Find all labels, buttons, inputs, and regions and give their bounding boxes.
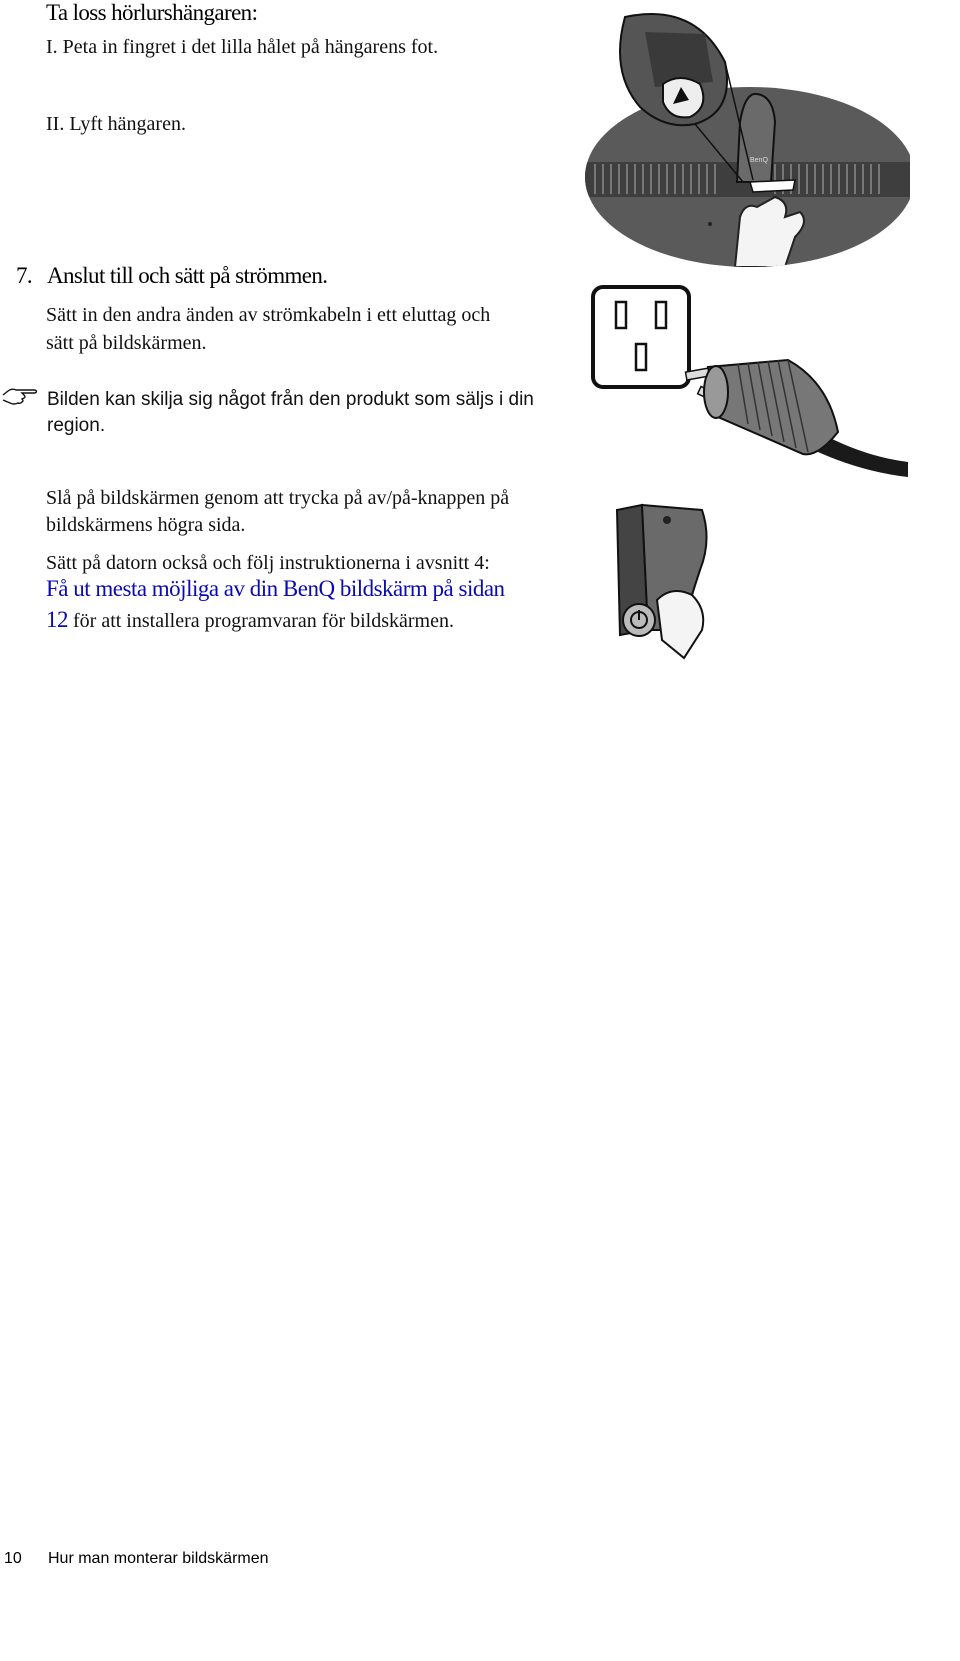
power-para-3-line-1: Sätt på datorn också och följ instruktionerna i avsnitt 4: <box>46 552 490 574</box>
benq-guide-link-line-1[interactable]: Få ut mesta möjliga av din BenQ bildskärm på sidan <box>46 576 505 601</box>
power-para-1-line-2: sätt på bildskärmen. <box>46 332 207 354</box>
pointing-hand-icon <box>2 385 38 407</box>
outlet-plug-illustration <box>588 282 908 482</box>
power-button-illustration <box>612 500 722 660</box>
benq-logo: BenQ <box>750 157 768 164</box>
power-para-2-line-1: Slå på bildskärmen genom att trycka på av/på-knappen på <box>46 487 510 509</box>
benq-guide-link-line-2[interactable]: 12 <box>46 607 68 632</box>
hanger-illustration <box>585 12 910 267</box>
step-number: 7. <box>16 263 33 288</box>
footer-page-number: 10 <box>4 1550 22 1567</box>
power-para-3-tail: för att installera programvaran för bildskärmen. <box>68 610 454 632</box>
footer-chapter: Hur man monterar bildskärmen <box>48 1550 269 1567</box>
hanger-step-1: I. Peta in fingret i det lilla hålet på hängarens fot. <box>46 36 439 58</box>
power-title: Anslut till och sätt på strömmen. <box>47 263 328 288</box>
power-para-1-line-1: Sätt in den andra änden av strömkabeln i ett eluttag och <box>46 304 491 326</box>
power-para-3-line-3 <box>46 606 454 635</box>
hanger-step-2: II. Lyft hängaren. <box>46 113 186 135</box>
power-para-2-line-2: bildskärmens högra sida. <box>46 514 246 536</box>
note-line-2: region. <box>47 415 106 436</box>
note-line-1: Bilden kan skilja sig något från den produkt som säljs i din <box>47 389 534 410</box>
hanger-title: Ta loss hörlurshängaren: <box>46 0 258 25</box>
